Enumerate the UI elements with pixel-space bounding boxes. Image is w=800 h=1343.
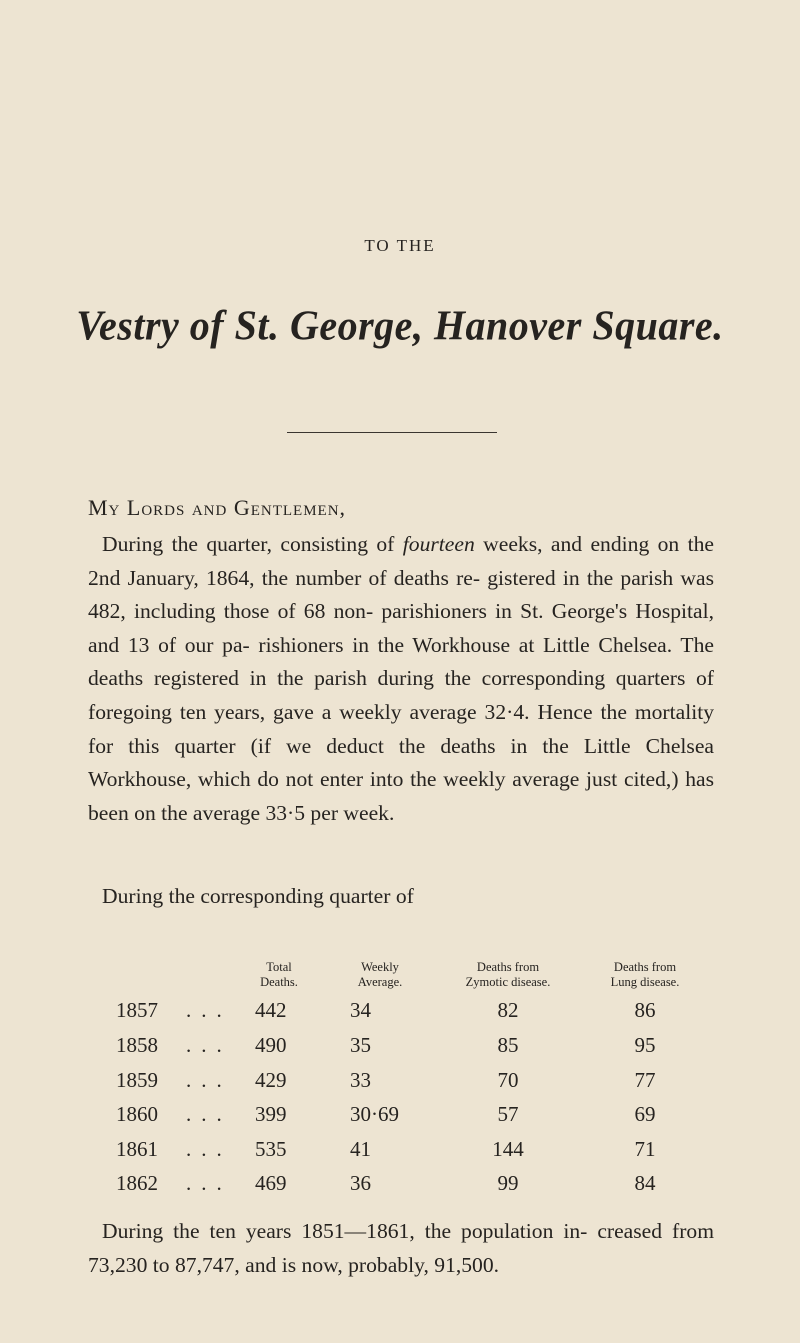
row-year: 1860 xyxy=(116,1102,158,1126)
row-leader: ... xyxy=(186,1102,232,1126)
row-weekly: 36 xyxy=(350,1171,371,1195)
table-row xyxy=(0,1137,800,1167)
row-zymotic: 99 xyxy=(497,1171,519,1195)
row-zymotic: 82 xyxy=(497,998,519,1022)
row-total: 399 xyxy=(255,1102,287,1126)
row-lung: 71 xyxy=(634,1137,656,1161)
row-year: 1862 xyxy=(116,1171,158,1195)
row-year: 1857 xyxy=(116,998,158,1022)
row-zymotic: 70 xyxy=(497,1068,519,1092)
col-lung-header xyxy=(590,960,700,990)
heading-to-the: TO THE xyxy=(364,236,436,255)
row-total: 490 xyxy=(255,1033,287,1057)
row-zymotic: 57 xyxy=(497,1102,519,1126)
row-leader: ... xyxy=(186,1171,232,1195)
col-total-deaths-header xyxy=(244,960,314,990)
row-leader: ... xyxy=(186,998,232,1022)
table-row xyxy=(0,1068,800,1098)
row-total: 429 xyxy=(255,1068,287,1092)
row-lung: 86 xyxy=(634,998,656,1022)
row-leader: ... xyxy=(186,1137,232,1161)
paragraph-deaths-post: weeks, and ending on the 2nd January, 1864, the number of deaths re- gistered in the parish was 482, including those of 68 non- parishioners in St. George's Hospital, and 13 of our pa- rishioners in the Workhouse at Little Chelsea. The deaths registered in the parish during the corresponding quarters of foregoing ten years, gave a weekly average 32·4. Hence the mortality for this quarter (if we deduct the deaths in the Little Chelsea Workhouse, which do not enter into the weekly average just cited,) has been on the average 33·5 per week. xyxy=(88,532,715,825)
col-total-line1: Total xyxy=(266,960,292,974)
col-weekly-average-header xyxy=(340,960,420,990)
row-total: 442 xyxy=(255,998,287,1022)
row-total: 535 xyxy=(255,1137,287,1161)
paragraph-deaths-pre: During the quarter, consisting of xyxy=(102,532,403,556)
row-lung: 95 xyxy=(634,1033,656,1057)
row-leader: ... xyxy=(186,1068,232,1092)
col-zymotic-line2: Zymotic disease. xyxy=(465,975,551,989)
col-weekly-line1: Weekly xyxy=(361,960,399,974)
col-zymotic-line1: Deaths from xyxy=(476,960,540,974)
paragraph-population: During the ten years 1851—1861, the population in- creased from 73,230 to 87,747, and is now, probably, 91,500. xyxy=(88,1219,714,1277)
row-zymotic: 144 xyxy=(492,1137,524,1161)
row-lung: 77 xyxy=(634,1068,656,1092)
row-leader: ... xyxy=(186,1033,232,1057)
salutation: My Lords and Gentlemen, xyxy=(88,495,347,520)
paragraph-corresponding: During the corresponding quarter of xyxy=(102,884,414,908)
row-weekly: 33 xyxy=(350,1068,371,1092)
table-row xyxy=(0,1033,800,1063)
table-row xyxy=(0,1171,800,1201)
row-weekly: 41 xyxy=(350,1137,371,1161)
row-year: 1858 xyxy=(116,1033,158,1057)
col-lung-line1: Deaths from xyxy=(613,960,677,974)
row-total: 469 xyxy=(255,1171,287,1195)
table-row xyxy=(0,1102,800,1132)
row-lung: 69 xyxy=(634,1102,656,1126)
col-weekly-line2: Average. xyxy=(357,975,403,989)
row-year: 1861 xyxy=(116,1137,158,1161)
col-lung-line2: Lung disease. xyxy=(610,975,680,989)
table-row xyxy=(0,998,800,1028)
heading-vestry: Vestry of St. George, Hanover Square. xyxy=(76,301,724,350)
col-total-line2: Deaths. xyxy=(260,975,298,989)
col-zymotic-header xyxy=(448,960,568,990)
row-lung: 84 xyxy=(634,1171,656,1195)
row-weekly: 34 xyxy=(350,998,371,1022)
divider-rule xyxy=(287,432,497,433)
row-year: 1859 xyxy=(116,1068,158,1092)
paragraph-deaths xyxy=(88,528,714,830)
paragraph-deaths-emphasis: fourteen xyxy=(402,532,475,556)
row-weekly: 35 xyxy=(350,1033,371,1057)
row-zymotic: 85 xyxy=(497,1033,519,1057)
row-weekly: 30·69 xyxy=(350,1102,399,1126)
